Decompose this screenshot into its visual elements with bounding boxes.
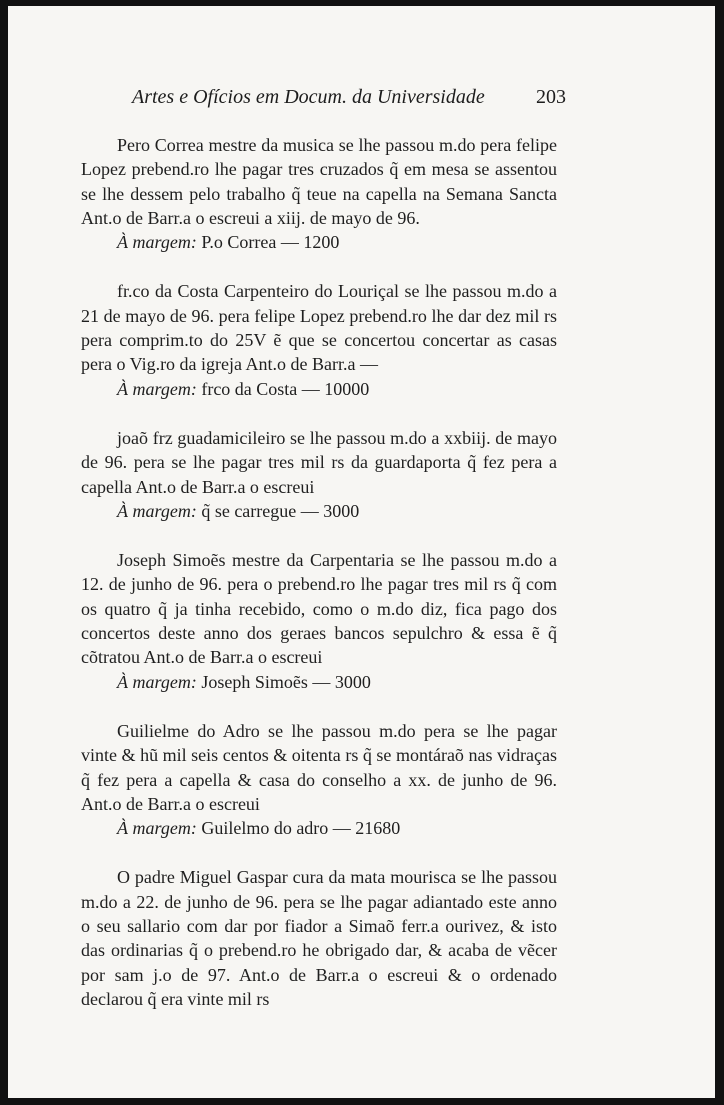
- margin-note: [81, 499, 557, 523]
- margin-note: [81, 816, 557, 840]
- margin-note-value: Joseph Simoẽs — 3000: [201, 671, 371, 692]
- entry-text: fr.co da Costa Carpenteiro do Louriçal se lhe passou m.do a 21 de mayo de 96. pera felipe Lopez prebend.ro lhe dar dez mil rs pera comprim.to do 25V ẽ que se concertou concertar as casas pera o Vig.ro da igreja Ant.o de Barr.a —: [81, 281, 557, 375]
- entry-joseph-simoes: [81, 548, 557, 694]
- entry-text: Guilielme do Adro se lhe passou m.do pera se lhe pagar vinte & hũ mil seis centos & oitenta rs q̃ se montáraõ nas vidraças q̃ fez pera a capella & casa do conselho a xx. de junho de 96. Ant.o de Barr.a o escreui: [81, 720, 557, 814]
- entry-pero-correa: [81, 133, 557, 254]
- margin-note-label: À margem:: [117, 818, 197, 839]
- entry-text: Joseph Simoẽs mestre da Carpentaria se lhe passou m.do a 12. de junho de 96. pera o prebend.ro lhe pagar tres mil rs q̃ com os quatro q̃ ja tinha recebido, como o m.do diz, fica pago dos concertos deste anno dos geraes bancos sepulchro & essa ẽ q̃ cõtratou Ant.o de Barr.a o escreui: [81, 550, 557, 668]
- margin-note-label: À margem:: [117, 232, 197, 253]
- entry-joao-frz: [81, 426, 557, 523]
- page-number: 203: [536, 86, 566, 108]
- margin-note-value: P.o Correa — 1200: [201, 232, 340, 253]
- entry-francisco-da-costa: [81, 279, 557, 400]
- margin-note-label: À margem:: [117, 671, 197, 692]
- entry-text: joaõ frz guadamicileiro se lhe passou m.do a xxbiij. de mayo de 96. pera se lhe pagar tres mil rs da guardaporta q̃ fez pera a capella Ant.o de Barr.a o escreui: [81, 427, 557, 497]
- margin-note: [81, 230, 557, 254]
- margin-note-value: frco da Costa — 10000: [201, 378, 370, 399]
- margin-note-label: À margem:: [117, 500, 197, 521]
- margin-note: [81, 377, 557, 401]
- margin-note: [81, 670, 557, 694]
- margin-note-label: À margem:: [117, 378, 197, 399]
- page-sheet: [8, 6, 715, 1098]
- entry-text: O padre Miguel Gaspar cura da mata mourisca se lhe passou m.do a 22. de junho de 96. pera se lhe pagar adiantado este anno o seu sallario com dar por fiador a Simaõ ferr.a ourivez, & isto das ordinarias q̃ o prebend.ro he obrigado dar, & acaba de vẽcer por sam j.o de 97. Ant.o de Barr.a o escreui & o ordenado declarou q̃ era vinte mil rs: [81, 867, 557, 1009]
- margin-note-value: q̃ se carregue — 3000: [201, 500, 360, 521]
- entry-miguel-gaspar: [81, 865, 557, 1011]
- running-header-title: Artes e Ofícios em Docum. da Universidade: [132, 86, 485, 108]
- entry-guilielme-do-adro: [81, 719, 557, 840]
- document-body: [81, 133, 557, 1036]
- margin-note-value: Guilelmo do adro — 21680: [201, 818, 401, 839]
- entry-text: Pero Correa mestre da musica se lhe passou m.do pera felipe Lopez prebend.ro lhe pagar tres cruzados q̃ em mesa se assentou se lhe dessem pelo trabalho q̃ teue na capella na Semana Sancta Ant.o de Barr.a o escreui a xiij. de mayo de 96.: [81, 135, 557, 228]
